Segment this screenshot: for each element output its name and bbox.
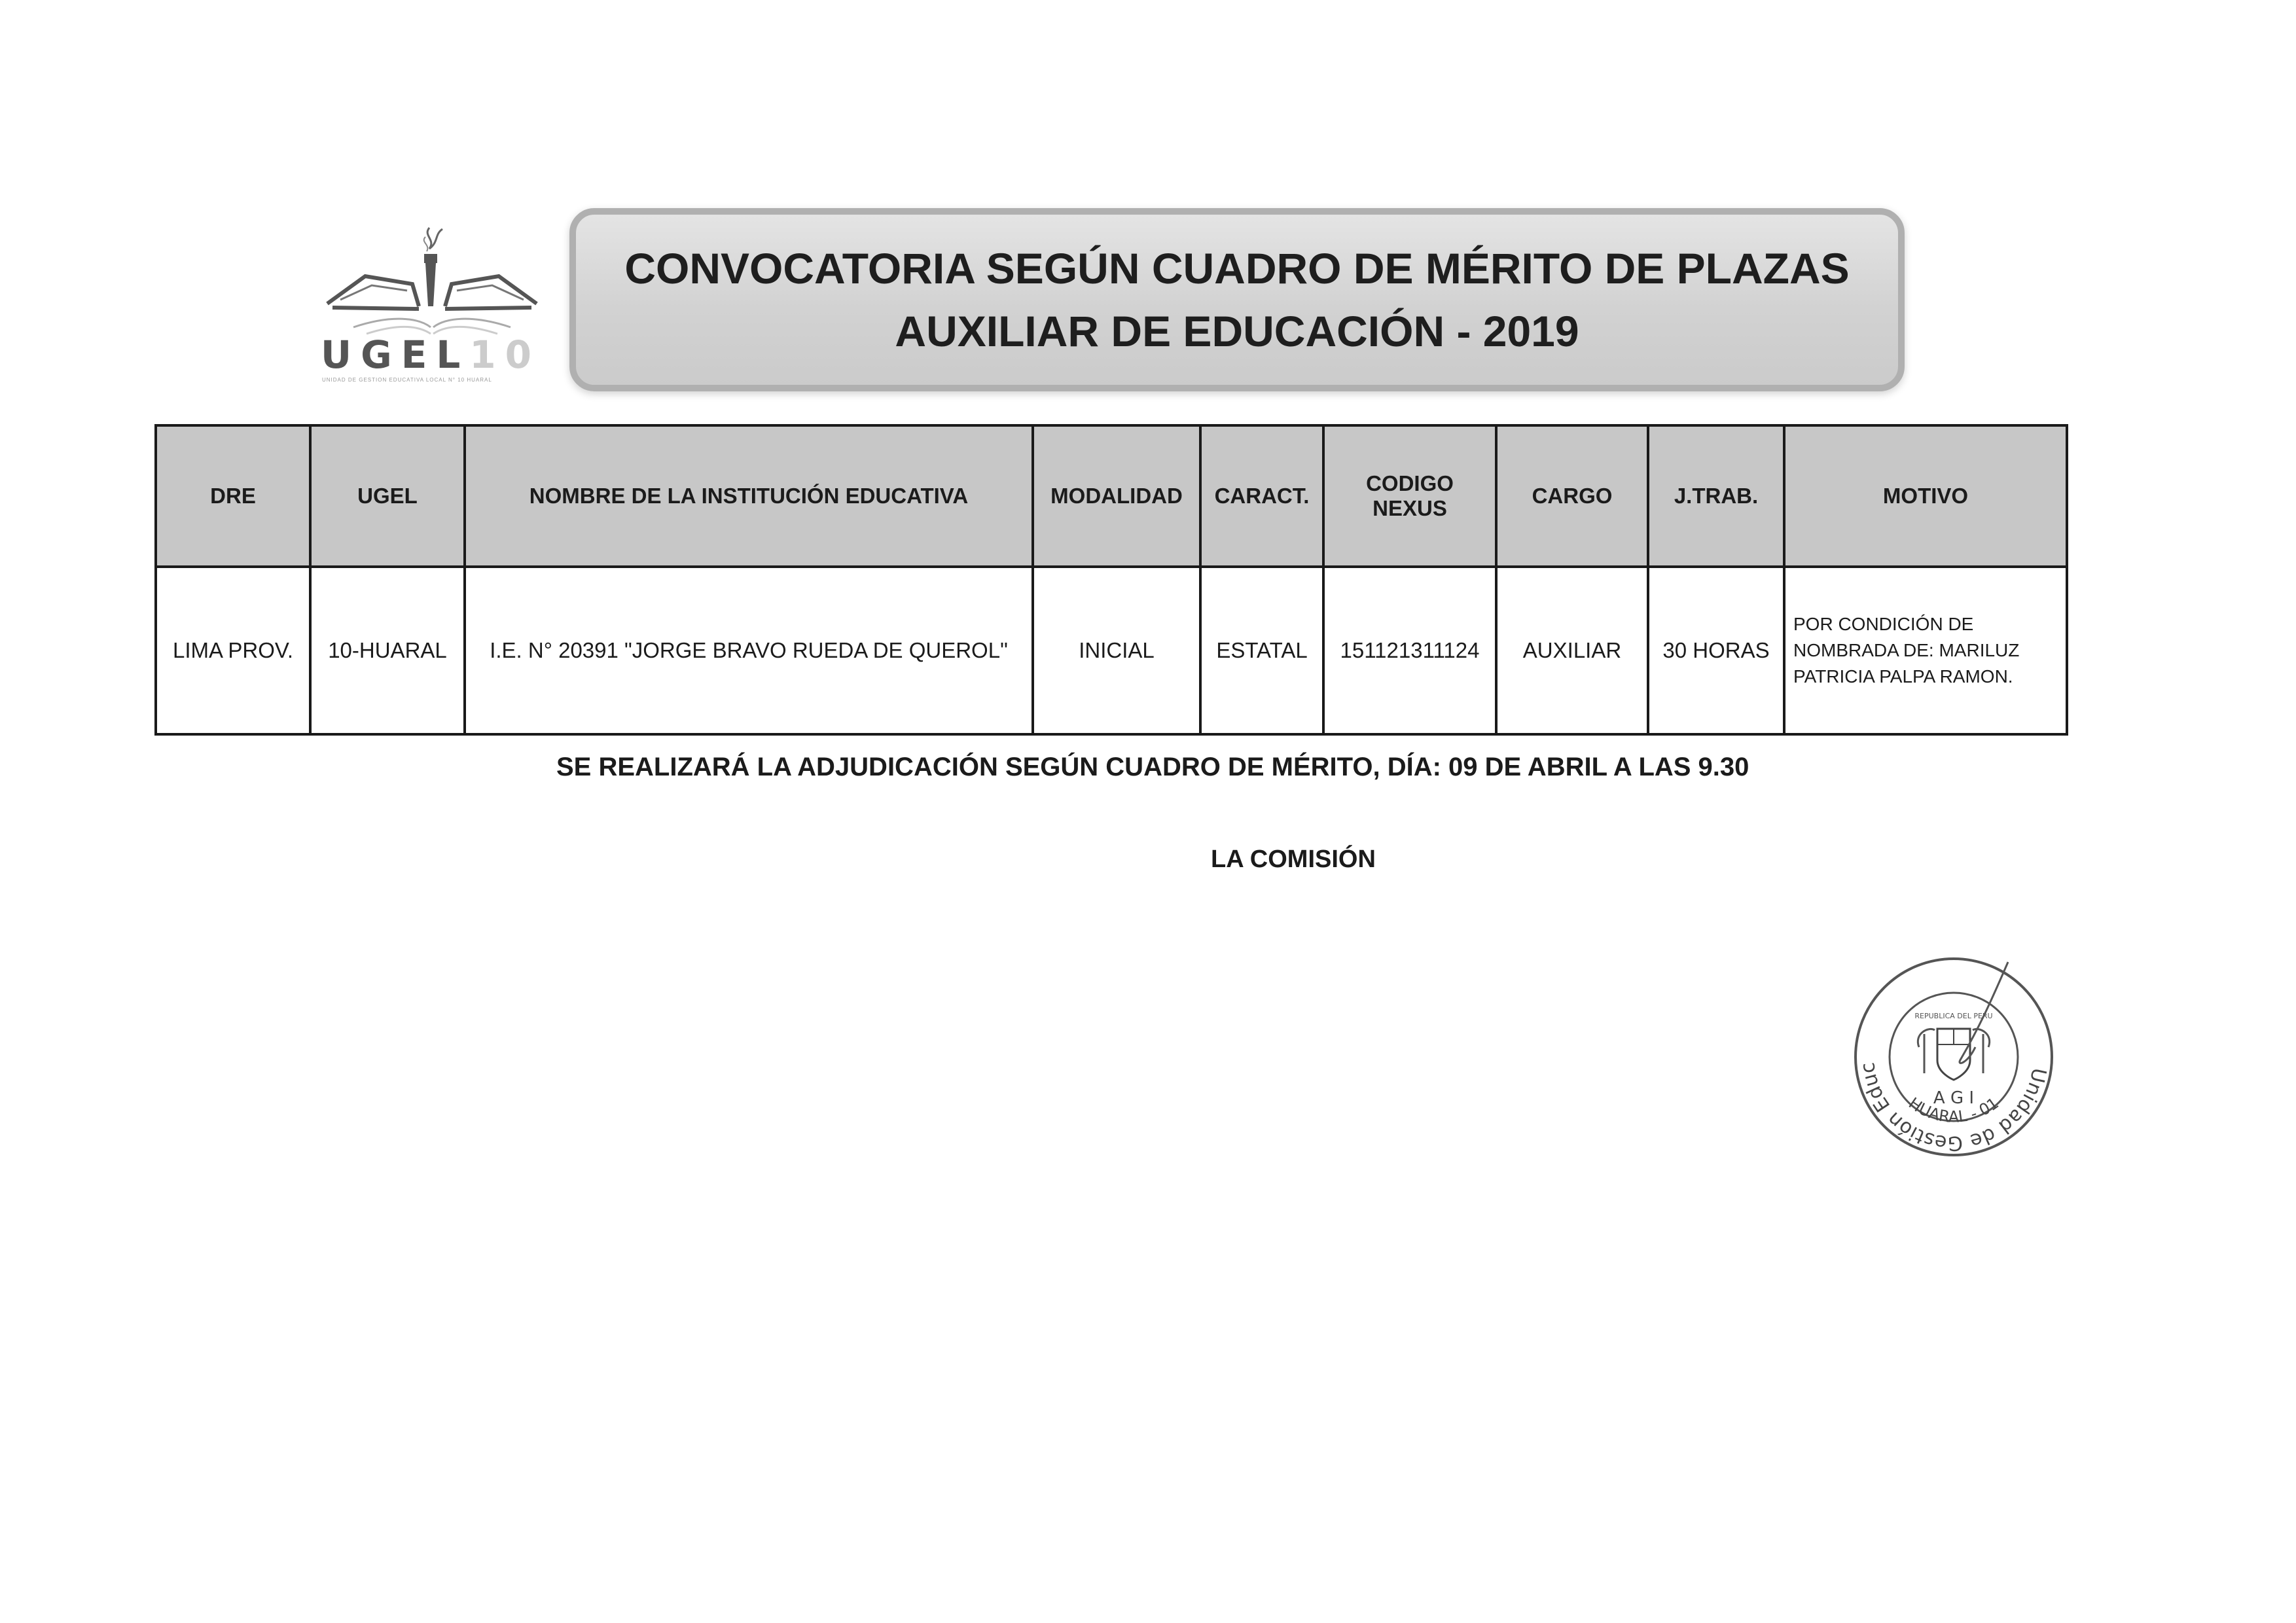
cell-institucion: I.E. N° 20391 "JORGE BRAVO RUEDA DE QUEROL" — [465, 567, 1033, 734]
seal-bottom-text: HUARAL - 01 — [1905, 1094, 2002, 1126]
header-motivo: MOTIVO — [1784, 425, 2067, 567]
seal-ring-text: Unidad de Gestión Educ — [1856, 1061, 2051, 1155]
title-line-2: AUXILIAR DE EDUCACIÓN - 2019 — [895, 307, 1579, 355]
header-caract: CARACT. — [1200, 425, 1323, 567]
header-dre: DRE — [156, 425, 310, 567]
cell-codigo-nexus: 151121311124 — [1323, 567, 1496, 734]
cell-modalidad: INICIAL — [1033, 567, 1200, 734]
seal-center-text: A G I — [1933, 1088, 1975, 1108]
title-line-1: CONVOCATORIA SEGÚN CUADRO DE MÉRITO DE PLAZAS — [624, 244, 1850, 293]
logo-subtitle: UNIDAD DE GESTION EDUCATIVA LOCAL N° 10 HUARAL — [322, 377, 492, 383]
cell-jtrab: 30 HORAS — [1648, 567, 1784, 734]
logo-name-main: UGEL — [321, 332, 470, 377]
open-book-torch-icon — [314, 223, 550, 337]
vacancy-table-container — [154, 424, 2066, 736]
adjudication-notice: SE REALIZARÁ LA ADJUDICACIÓN SEGÚN CUADRO DE MÉRITO, DÍA: 09 DE ABRIL A LAS 9.30 — [556, 753, 1749, 781]
header-jtrab: J.TRAB. — [1648, 425, 1784, 567]
ugel-logo — [314, 223, 550, 386]
title-banner — [569, 208, 1905, 391]
vacancy-table — [154, 424, 2068, 736]
header-cargo: CARGO — [1496, 425, 1648, 567]
logo-wordmark — [321, 332, 541, 377]
cell-caract: ESTATAL — [1200, 567, 1323, 734]
cell-ugel: 10-HUARAL — [310, 567, 465, 734]
logo-name-number: 10 — [469, 332, 541, 377]
header-ugel: UGEL — [310, 425, 465, 567]
header-institucion: NOMBRE DE LA INSTITUCIÓN EDUCATIVA — [465, 425, 1033, 567]
official-seal — [1846, 949, 2062, 1165]
cell-motivo: POR CONDICIÓN DE NOMBRADA DE: MARILUZ PATRICIA PALPA RAMON. — [1784, 567, 2067, 734]
signature-commission: LA COMISIÓN — [1211, 846, 1376, 873]
table-row — [156, 567, 2067, 734]
seal-inner-top: REPUBLICA DEL PERU — [1914, 1012, 1993, 1020]
header-modalidad: MODALIDAD — [1033, 425, 1200, 567]
header-codigo-nexus: CODIGO NEXUS — [1323, 425, 1496, 567]
seal-icon — [1846, 949, 2062, 1165]
cell-dre: LIMA PROV. — [156, 567, 310, 734]
table-header-row — [156, 425, 2067, 567]
cell-cargo: AUXILIAR — [1496, 567, 1648, 734]
